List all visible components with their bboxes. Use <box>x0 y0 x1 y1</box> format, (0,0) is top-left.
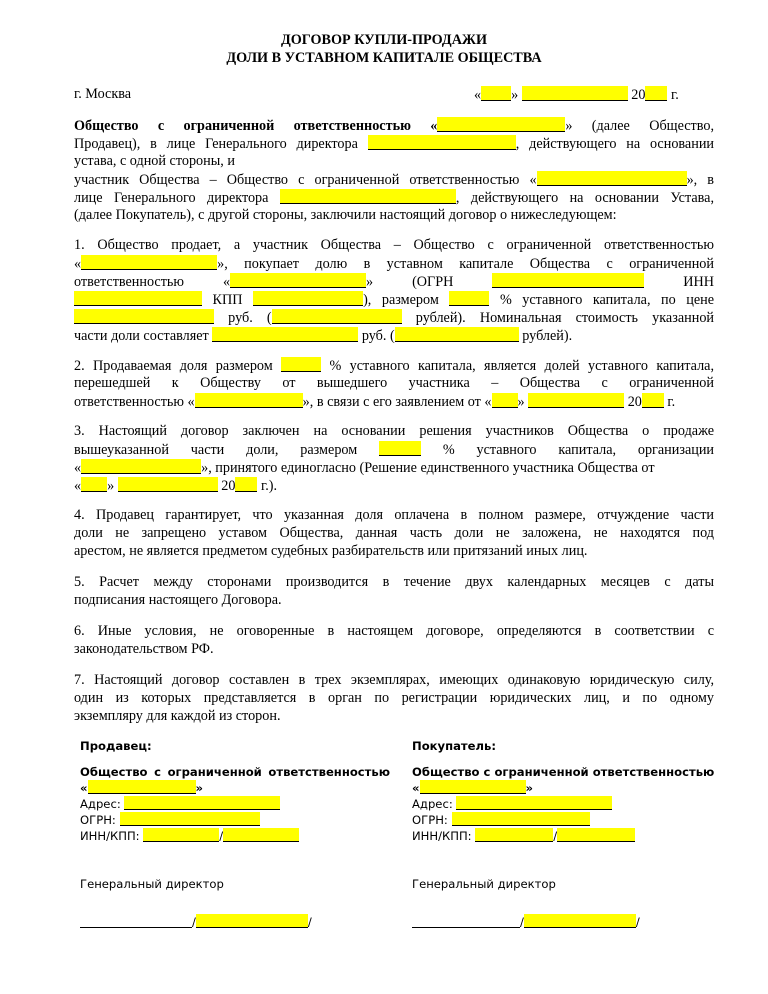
clause7-line-1: 7. Настоящий договор составлен в трех экземплярах, имеющих одинаковую юридическую силу, <box>74 672 714 688</box>
clause3-line-4: « » 20 г.). <box>74 478 278 494</box>
clause1-line-5: руб. ( рублей). Номинальная стоимость указанной <box>74 309 714 328</box>
clause5-line-1: 5. Расчет между сторонами производится в течение двух календарных месяцев с даты <box>74 574 714 590</box>
clause6-line-1: 6. Иные условия, не оговоренные в настоящем договоре, определяются в соответствии с <box>74 623 714 639</box>
clause2-day-blank[interactable] <box>492 393 518 408</box>
inn-blank[interactable] <box>74 291 202 306</box>
buyer-heading: Покупатель: <box>412 739 496 753</box>
seller-ogrn: ОГРН: <box>80 812 260 828</box>
buyer-name-blank[interactable] <box>537 171 687 186</box>
price-number-blank[interactable] <box>74 309 214 324</box>
preamble-line-1: Общество с ограниченной ответственностью « » (далее Общество, <box>74 118 714 134</box>
seller-address-blank[interactable] <box>124 796 280 810</box>
clause1-line-1: 1. Общество продает, а участник Общества – Общество с ограниченной ответственностью <box>74 237 714 253</box>
clause2-line-1: 2. Продаваемая доля размером % уставного капитала, является долей уставного капитала, <box>74 358 715 374</box>
date-fields: « » 20 г. <box>474 87 679 103</box>
seller-director-label: Генеральный директор <box>80 877 224 891</box>
clause3-line-3: « », принятого единогласно (Решение единственного участника Общества от <box>74 460 655 476</box>
place-date-line <box>74 86 714 104</box>
seller-signature-name-blank[interactable] <box>196 914 308 928</box>
share-percent-blank[interactable] <box>449 291 489 306</box>
seller-signature-blank[interactable] <box>80 914 192 928</box>
preamble-line-3: устава, с одной стороны, и <box>74 153 235 169</box>
clause3-line-1: 3. Настоящий договор заключен на основании решения участников Общества о продаже <box>74 423 714 439</box>
seller-org-name: « » <box>80 781 203 795</box>
clause2-month-blank[interactable] <box>528 393 624 408</box>
buyer-signature-name-blank[interactable] <box>524 914 636 928</box>
clause4-line-2: доли не запрещено уставом Общества, данная часть доли не заложена, не находятся под <box>74 525 714 541</box>
clause1-line-3: ответственностью « » (ОГРН ИНН <box>74 274 715 290</box>
seller-name-blank[interactable] <box>437 117 565 132</box>
nominal-number-blank[interactable] <box>212 327 358 342</box>
seller-block <box>80 738 390 938</box>
buyer-ogrn-blank[interactable] <box>452 812 590 826</box>
clause3-day-blank[interactable] <box>81 477 107 492</box>
clause4-line-3: арестом, не является предметом судебных разбирательств или притязаний иных лиц. <box>74 543 588 559</box>
kpp-blank[interactable] <box>253 291 363 306</box>
clause6-line-2: законодательством РФ. <box>74 641 214 657</box>
clause1-line-4: КПП ), размером % уставного капитала, по цене <box>74 291 714 310</box>
buyer-director-label: Генеральный директор <box>412 877 556 891</box>
buyer-signature-line: / / <box>412 914 640 930</box>
clause5-line-2: подписания настоящего Договора. <box>74 592 282 608</box>
clause1-company-name-blank[interactable] <box>230 273 366 288</box>
preamble-line-4: участник Общества – Общество с ограниченной ответственностью « », в <box>74 172 714 188</box>
buyer-signature-blank[interactable] <box>412 914 520 928</box>
seller-kpp-blank[interactable] <box>223 828 299 842</box>
clause2-company-blank[interactable] <box>195 393 303 408</box>
buyer-director-blank[interactable] <box>280 189 456 204</box>
seller-address: Адрес: <box>80 796 280 812</box>
clause2-year-blank[interactable] <box>642 393 664 408</box>
buyer-address: Адрес: <box>412 796 612 812</box>
seller-signature-line: / / <box>80 914 312 930</box>
clause2-line-3: ответственностью « », в связи с его заявлением от « » 20 г. <box>74 394 676 410</box>
seller-ogrn-blank[interactable] <box>120 812 260 826</box>
buyer-inn-blank[interactable] <box>475 828 553 842</box>
preamble-line-6: (далее Покупатель), с другой стороны, заключили настоящий договор о нижеследующем: <box>74 207 617 223</box>
seller-director-blank[interactable] <box>368 135 516 150</box>
doc-title-line1: ДОГОВОР КУПЛИ-ПРОДАЖИ <box>280 32 487 48</box>
buyer-address-blank[interactable] <box>456 796 612 810</box>
buyer-org-name-blank[interactable] <box>420 780 526 794</box>
seller-heading: Продавец: <box>80 739 152 753</box>
clause3-year-blank[interactable] <box>235 477 257 492</box>
seller-org-type: Общество с ограниченной ответственностью <box>80 765 390 779</box>
price-words-blank[interactable] <box>272 309 402 324</box>
clause7-line-3: экземпляру для каждой из сторон. <box>74 708 281 724</box>
preamble-line-2: Продавец), в лице Генерального директора , действующего на основании <box>74 136 715 152</box>
seller-inn-kpp: ИНН/КПП: / <box>80 828 299 844</box>
clause4-line-1: 4. Продавец гарантирует, что указанная доля оплачена в полном размере, отчуждение части <box>74 507 714 523</box>
buyer-kpp-blank[interactable] <box>557 828 635 842</box>
month-blank[interactable] <box>522 86 628 101</box>
buyer-org-name: « » <box>412 781 533 795</box>
year-blank[interactable] <box>645 86 667 101</box>
buyer-org-type: Общество с ограниченной ответственностью <box>412 765 715 779</box>
clause3-month-blank[interactable] <box>118 477 218 492</box>
seller-org-name-blank[interactable] <box>88 780 196 794</box>
preamble-line-5: лице Генерального директора , действующего на основании Устава, <box>74 190 715 206</box>
clause2-percent-blank[interactable] <box>281 357 321 372</box>
seller-inn-blank[interactable] <box>143 828 219 842</box>
doc-title-line2: ДОЛИ В УСТАВНОМ КАПИТАЛЕ ОБЩЕСТВА <box>226 50 542 66</box>
day-blank[interactable] <box>481 86 511 101</box>
buyer-ogrn: ОГРН: <box>412 812 590 828</box>
clause1-line-6: части доли составляет руб. ( рублей). <box>74 328 573 344</box>
place-city: г. Москва <box>74 86 132 102</box>
clause1-line-2: « », покупает долю в уставном капитале Общества с ограниченной <box>74 256 714 272</box>
clause2-line-2: перешедшей к Обществу от вышедшего участника – Общества с ограниченной <box>74 375 714 391</box>
nominal-words-blank[interactable] <box>395 327 519 342</box>
ogrn-blank[interactable] <box>492 273 644 288</box>
clause3-percent-blank[interactable] <box>379 441 421 456</box>
clause7-line-2: один из которых представляется в орган по регистрации юридических лиц, и по одному <box>74 690 714 706</box>
buyer-block <box>412 738 722 938</box>
clause3-company-blank[interactable] <box>81 459 201 474</box>
clause1-buyer-name-blank[interactable] <box>81 255 217 270</box>
clause3-line-2: вышеуказанной части доли, размером % уставного капитала, организации <box>74 442 715 458</box>
buyer-inn-kpp: ИНН/КПП: / <box>412 828 635 844</box>
